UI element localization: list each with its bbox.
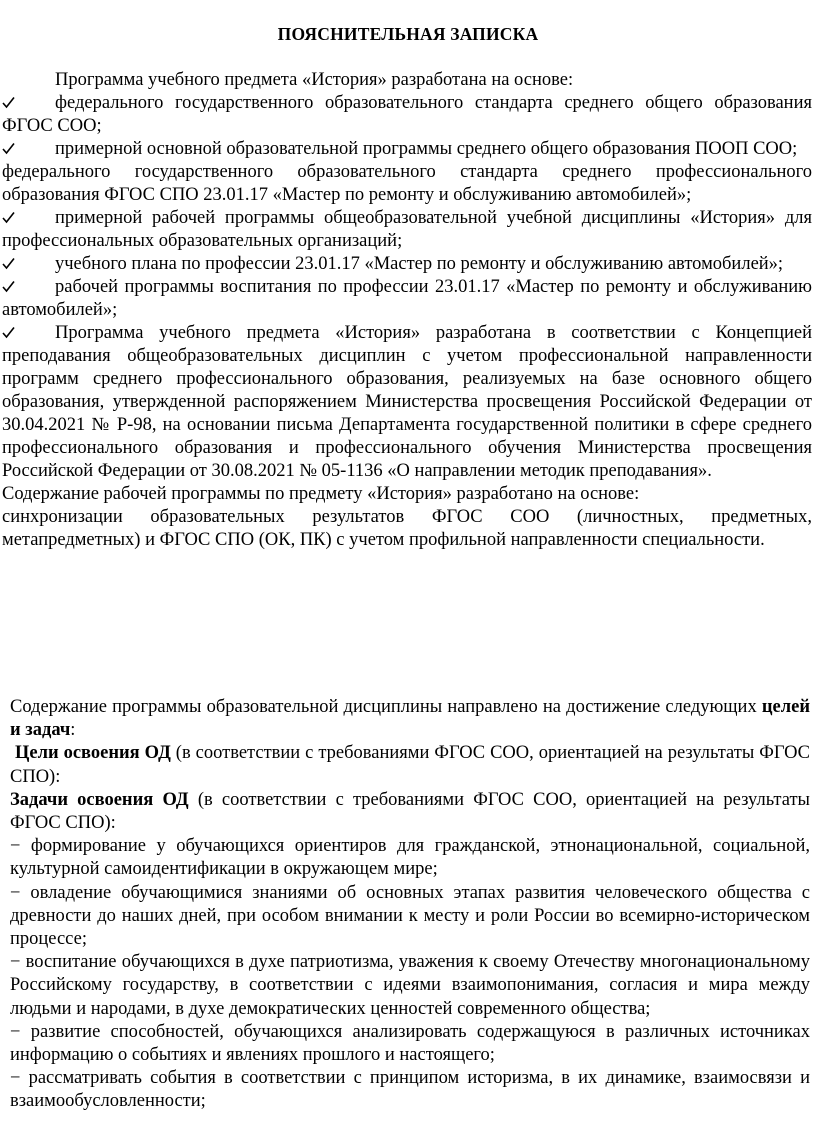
- list-item-text: учебного плана по профессии 23.01.17 «Мастер по ремонту и обслуживанию автомобилей»;: [55, 254, 784, 274]
- list-item: [2, 207, 812, 253]
- content-intro-paragraph: Содержание рабочей программы по предмету «История» разработано на основе:: [2, 484, 640, 504]
- tasks-heading: Задачи освоения ОД: [10, 789, 189, 810]
- task-item: − рассматривать события в соответствии с принципом историзма, в их динамике, взаимосвязи и взаимообусловленности;: [10, 1068, 810, 1112]
- list-item: [2, 276, 812, 322]
- aims-section: [10, 696, 810, 1114]
- tasks-text: (в соответствии с требованиями ФГОС СОО, ориентацией на результаты ФГОС СПО):: [10, 789, 810, 834]
- list-item: [2, 253, 812, 276]
- check-icon: [2, 92, 55, 115]
- task-item: − овладение обучающимися знаниями об основных этапах развития человеческого общества с древности до наших дней, при особом внимании к месту и роли России во всемирно-историческом процессе;: [10, 882, 810, 950]
- list-item: [2, 322, 812, 483]
- list-item-text: федерального государственного образовательного стандарта среднего общего образования ФГОС СОО;: [2, 93, 812, 136]
- aims-lead-bold: целей и задач: [10, 697, 810, 741]
- basis-section: [2, 69, 812, 552]
- list-item: [2, 92, 812, 138]
- goals-paragraph: [10, 742, 810, 788]
- goals-heading: Цели освоения ОД: [14, 743, 171, 764]
- aims-lead-paragraph: [10, 696, 810, 742]
- list-item: [2, 138, 812, 161]
- check-icon: [2, 138, 55, 161]
- list-item-text: примерной основной образовательной программы среднего общего образования ПООП СОО;: [55, 139, 798, 159]
- tasks-paragraph: [10, 789, 810, 835]
- goals-text: (в соответствии с требованиями ФГОС СОО, ориентацией на результаты ФГОС СПО):: [10, 743, 810, 787]
- check-icon: [2, 253, 55, 276]
- task-item: − развитие способностей, обучающихся анализировать содержащуюся в различных источниках информацию о событиях и явлениях прошлого и настоящего;: [10, 1021, 810, 1066]
- check-icon: [2, 276, 55, 299]
- list-item: [2, 161, 812, 207]
- task-item: − воспитание обучающихся в духе патриотизма, уважения к своему Отечеству многонациональному Российскому государству, в соответствии с идеями взаимопонимания, согласия и мира между людьми и народами, в духе демократических ценностей современного общества;: [10, 952, 810, 1019]
- list-item-text: примерной рабочей программы общеобразовательной учебной дисциплины «История» для профессиональных образовательных организаций;: [2, 208, 812, 251]
- aims-lead-end: :: [70, 720, 76, 741]
- intro-paragraph: Программа учебного предмета «История» разработана на основе:: [55, 70, 574, 90]
- page-title: ПОЯСНИТЕЛЬНАЯ ЗАПИСКА: [277, 24, 539, 44]
- list-item-text: рабочей программы воспитания по профессии 23.01.17 «Мастер по ремонту и обслуживанию автомобилей»;: [2, 277, 812, 320]
- sync-paragraph: синхронизации образовательных результатов ФГОС СОО (личностных, предметных, метапредметных) и ФГОС СПО (ОК, ПК) с учетом профильной направленности специальности.: [2, 507, 812, 550]
- list-item-text: федерального государственного образовательного стандарта среднего профессионального образования ФГОС СПО 23.01.17 «Мастер по ремонту и обслуживанию автомобилей»;: [2, 162, 812, 205]
- list-item-text: Программа учебного предмета «История» разработана в соответствии с Концепцией преподавания общеобразовательных дисциплин с учетом профессиональной направленности программ среднего профессионального образования, реализуемых на базе основного общего образования, утвержденной распоряжением Министерства просвещения Российской Федерации от 30.04.2021 № Р-98, на основании письма Департамента государственной политики в сфере среднего профессионального образования и профессионального обучения Министерства просвещения Российской Федерации от 30.08.2021 № 05-1136 «О направлении методик преподавания».: [2, 323, 812, 481]
- aims-lead-text: Содержание программы образовательной дисциплины направлено на достижение следующих: [10, 697, 762, 717]
- task-item: − формирование у обучающихся ориентиров для гражданской, этнонациональной, социальной, культурной самоидентификации в окружающем мире;: [10, 836, 810, 880]
- check-icon: [2, 207, 55, 230]
- check-icon: [2, 322, 55, 345]
